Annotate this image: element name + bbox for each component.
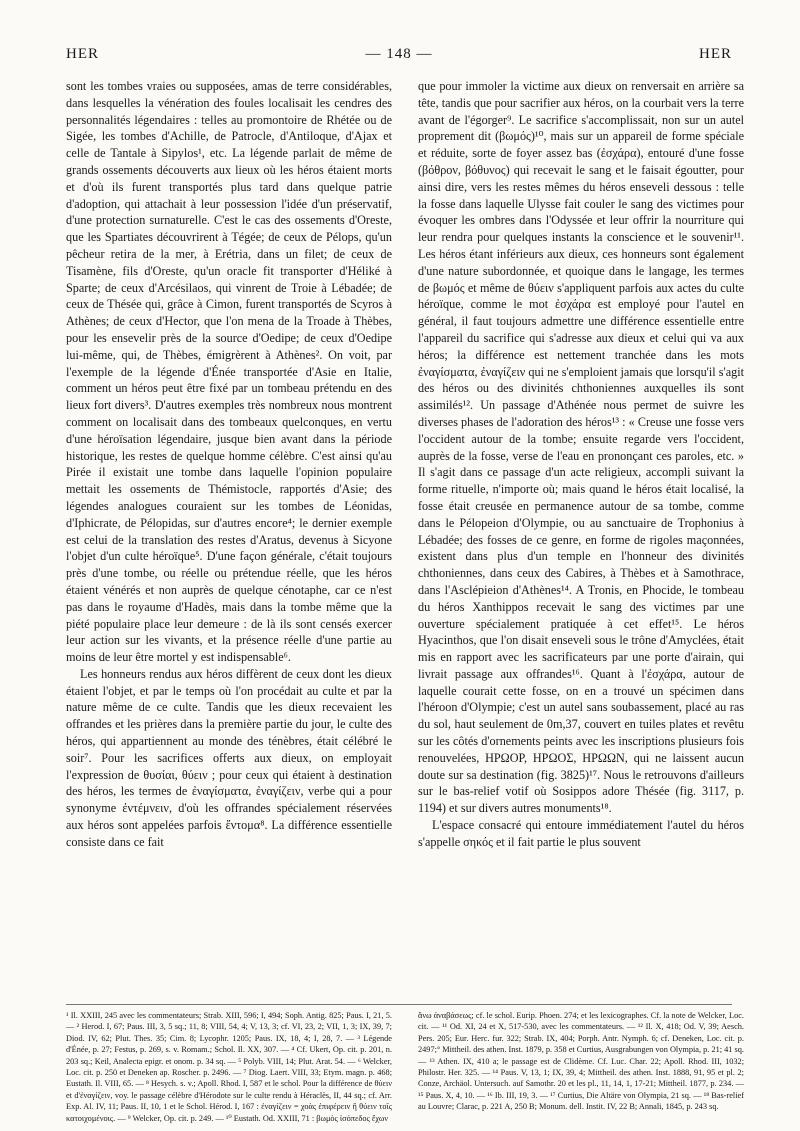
header-right: HER bbox=[699, 46, 732, 62]
header-left: HER bbox=[66, 46, 99, 62]
footnotes-right-text: ἄνω ἀναβάσεως; cf. le schol. Eurip. Phoen. 274; et les lexicographes. Cf. la note de Welcker, Loc. cit. — ¹¹ Od. XI, 24 et X, 517-530, avec les commentateurs. — ¹² Il. X, 418; Od. V, 39; Aesch. Pers. 205; Eur. Herc. fur. 322; Strab. IX, 404; Porph. Antr. Nymph. 6; cf. Deneken, Loc. cit. p. 2497;° Mittheil. des athen. Inst. 1879, p. 358 et Curtius, Ausgrabungen von Olympia, p. 21; 41 sq. — ¹³ Athen. IX, 410 a; le passage est de Clidème. Cf. Luc. Char. 22; Apoll. Rhod. III, 1032; Philostr. Her. 325. — ¹⁴ Paus. V, 13, 1; IX, 39, 4; Mittheil. des athen. Inst. 1888, 91, 95 et pl. 2; Conze, Archäol. Untersuch. auf Samothr. 20 et les pl., 11, 14, 1, 17-21; Mittheil. 1877, p. 234. — ¹⁵ Paus. X, 4, 10. — ¹⁶ Ib. III, 19, 3. — ¹⁷ Curtius, Die Altäre von Olympia, 21 sq. — ¹⁸ Bas-relief au Louvre; Clarac, p. 221 A, 250 B; Monum. dell. Instit. IV, 22 B; Annali, 1845, p. 243 sq. bbox=[418, 1011, 744, 1112]
page-header bbox=[66, 46, 732, 68]
footnote-divider bbox=[66, 1004, 732, 1005]
right-paragraph-2: L'espace consacré qui entoure immédiatement l'autel du héros s'appelle σηκός et il fait partie le plus souvent bbox=[418, 818, 744, 849]
footnotes-left-text: ¹ Il. XXIII, 245 avec les commentateurs; Strab. XIII, 596; I, 494; Soph. Antig. 825; Paus. I, 21, 5. — ² Herod. I, 67; Paus. III, 3, 5 sq.; 11, 8; VIII, 54, 4; V, 13, 3; cf. VI, 23, 2; VII, 1, 3; IX, 39, 7; Diod. IV, 62; Plut. Thes. 35; Cim. 8; Lycophr. 1205; Paus. IX, 18, 4; I, 28, 7. — ³ Légende d'Énée, p. 27; Festus, p. 269, s. v. Romam.; Schol. Il. XX, 307. — ⁴ Cf. Ukert, Op. cit. p. 201, n. 203 sq.; Keil, Analecta epigr. et onom. p. 34 sq. — ⁵ Polyb. VIII, 14; Plut. Arat. 54. — ⁶ Welcker, Loc. cit. p. 250 et Deneken ap. Roscher. p. 2496. — ⁷ Diog. Laert. VIII, 33; Etym. magn. p. 468; Eustath. Il. VIII, 65. — ⁸ Hesych. s. v.; Apoll. Rhod. I, 587 et le schol. Pour la différence de θύειν et d'ἐναγίζειν, voy. le passage célèbre d'Hérodote sur le culte rendu à Héraclès, II, 44 sq.; cf. Arr. Exp. Al. IV, 11; Paus. II, 10, 1 et le Schol. Hérod. I, 167 : ἐναγίζειν = χοὰς ἐπιφέρειν ἢ θύειν τοῖς κατοιχομένοις. — ⁹ Welcker, Op. cit. p. 249. — ¹⁰ Eustath. Od. XXIII, 71 : βωμὸς ἰσόπεδος ἔχων bbox=[66, 1011, 392, 1123]
left-column bbox=[66, 78, 392, 851]
right-paragraph-1: que pour immoler la victime aux dieux on renversait en arrière sa tête, tandis que pour sacrifier aux héros, on la courbait vers la terre avant de l'égorger⁹. Le sacrifice s'accomplissait, non sur un autel proprement dit (βωμός)¹⁰, mais sur un appareil de forme spéciale et réduite, sorte de foyer assez bas (ἐσχάρα), entouré d'une fosse (βόθρον, βόθυνος) qui recevait le sang et le faisait égoutter, pour ainsi dire, vers les restes mêmes du héros enseveli dessous : telle la fosse dans laquelle Ulysse fait couler le sang des victimes pour évoquer les ombres dans l'Odyssée et leur offrir la nourriture qui leur rendra pour quelques instants la conscience et le souvenir¹¹. Les héros étant inférieurs aux dieux, ces honneurs sont également d'une nature subordonnée, et quoique dans le langage, les termes de βωμός et même de θύειν s'appliquent parfois aux actes du culte héroïque, comme le mot ἐσχάρα est employé pour l'autel en général, il faut toujours admettre une différence essentielle entre l'appareil du sacrifice qui s'adresse aux dieux et celui qui va aux héros; la différence est nettement tranchée dans les mots ἐναγίσματα, ἐναγίζειν qui ne s'emploient jamais que lorsqu'il s'agit des héros ou des divinités chthoniennes auxquelles ils sont assimilés¹². Un passage d'Athénée nous permet de suivre les diverses phases de l'adoration des héros¹³ : « Creuse une fosse vers l'occident autour de la tombe; ensuite regarde vers l'occident, auprès de la fosse, verse de l'eau en prononçant ces paroles, etc. » Il s'agit dans ce passage d'un acte religieux, accompli suivant la forme rituelle, n'importe où; mais quand le héros était localisé, la fosse était creusée en permanence autour de sa tombe, comme dans le Pélopeion d'Olympie, ou au sanctuaire de Trophonius à Lébadée; des fosses de ce genre, en forme de rigoles maçonnées, existent dans plus d'un temple en l'honneur des divinités chthoniennes, dans ceux des Cabires, à Thèbes et à Samothrace, dans l'Asclépieion d'Athènes¹⁴. A Tronis, en Phocide, le tombeau du héros Xanthippos recevait le sang des victimes par une ouverture spécialement pratiquée à cet effet¹⁵. Le héros Hyacinthos, que l'on disait enseveli sous le trône d'Amyclées, était mis en rapport avec les sacrificateurs par une porte d'airain, qui livrait passage aux offrandes¹⁶. Quant à l'ἐσχάρα, autour de laquelle courait cette fosse, on en a trouvé un spécimen dans l'héroon d'Olympie; c'est un autel sans soubassement, placé au ras du sol, haut seulement de 0m,37, couvert en tuiles plates et revêtu sur les côtés d'ornements peints avec les inscriptions plusieurs fois renouvelées, ΗΡΩΟΡ, ΗΡΩΟΣ, ΗΡΩΩΝ, qui ne laissent aucun doute sur sa destination (fig. 3825)¹⁷. Nous le retrouvons d'ailleurs sur le bas-relief votif où Sosippos adore Thésée (fig. 3117, p. 1194) et sur divers autres monuments¹⁸. bbox=[418, 79, 744, 816]
left-paragraph-1: sont les tombes vraies ou supposées, amas de terre considérables, dans lesquelles la vénération des foules localisait les cendres des personnalités légendaires : telles au promontoire de Rhétée ou de Sigée, les tombes d'Achille, de Patrocle, d'Antiloque, d'Ajax et celle de Tantale à Sipylos¹, etc. La légende parlait de même de grands ossements découverts aux lieux où les héros étaient morts et d'où ils furent transportés plus tard dans quelque patrie d'adoption, qui attachait à leur possession l'idée d'un préservatif, d'une protection surnaturelle. C'est le cas des ossements d'Oreste, que les Spartiates découvrirent à Tégée; de ceux de Pélops, qu'un pêcheur retira de la mer, à Erétria, dans un filet; de ceux de Tisamène, fils d'Oreste, qu'un oracle fit transporter d'Héliké à Sparte; de ceux d'Arcésilaos, qui vinrent de Troie à Lébadée; de ceux de Thésée qui, grâce à Cimon, furent transportés de Scyros à Athènes; de ceux d'Hector, que l'on mena de la Troade à Thèbes, pour les ensevelir près de la source d'Oedipe; de ceux d'Oedipe lui-même, qui, de Thèbes, émigrèrent à Athènes². On voit, par l'exemple de la légende d'Énée transportée d'Asie en Italie, comment un héros peut être fixé par un tombeau prétendu en des lieux fort divers³. D'autres exemples très nombreux nous montrent comment on localisait dans des tombeaux quelconques, en vertu d'une héroïsation légendaire, jusque bien avant dans la période historique, les restes de quelque homme célèbre. C'est ainsi qu'au Pirée il existait une tombe dans laquelle l'opinion populaire mettait les ossements de Thémistocle, rapportés d'Asie; des légendes analogues couraient sur les tombes de Léonidas, d'Iphicrate, de Pélopidas, sur d'autres encore⁴; le dernier exemple est celui de la translation des restes d'Aratus, devenus à Sicyone l'objet d'un culte héroïque⁵. D'une façon générale, c'était toujours près d'une tombe, ou réelle ou prétendue réelle, que les héros étaient vénérés et non auprès de quelque cénotaphe, car ce n'est pas dans le royaume d'Hadès, mais dans la tombe même que la piété populaire place leur demeure : de là ils sont censés exercer leur action sur les vivants, et la présence réelle d'une partie au moins de leur être mortel y est indispensable⁶. bbox=[66, 79, 392, 665]
page-number: — 148 — bbox=[365, 46, 433, 62]
right-column bbox=[418, 78, 744, 851]
footnotes-left bbox=[66, 1010, 392, 1124]
left-paragraph-2: Les honneurs rendus aux héros diffèrent de ceux dont les dieux étaient l'objet, et par le temps où l'on procédait au culte et par la nature même de ce culte. Tandis que les dieux recevaient les offrandes et les prières dans la première partie du jour, le culte des héros, qui appartiennent au monde des ténèbres, était célébré le soir⁷. Pour les sacrifices offerts aux dieux, on employait l'expression de θυσίαι, θύειν ; pour ceux qui étaient à destination des héros, les termes de ἐναγίσματα, ἐναγίζειν, verbe qui a pour synonyme ἐντέμνειν, d'où les offrandes spécialement réservées aux héros sont appelées parfois ἔντομα⁸. La différence essentielle consiste dans ce fait bbox=[66, 666, 392, 849]
footnotes-right bbox=[418, 1010, 744, 1113]
